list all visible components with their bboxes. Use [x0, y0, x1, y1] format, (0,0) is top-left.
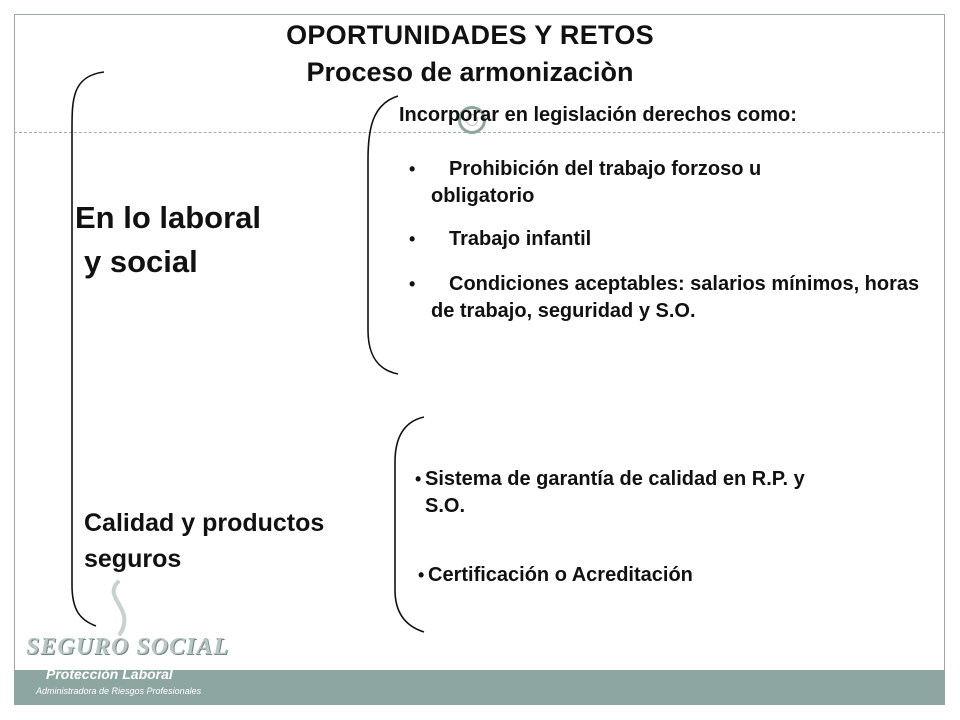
bullet-text: Trabajo infantil	[449, 228, 592, 250]
labor-intro: Incorporar en legislación derechos como:	[399, 104, 797, 126]
list-item	[415, 466, 835, 520]
slide-title: OPORTUNIDADES Y RETOS	[286, 20, 654, 50]
list-item	[409, 271, 929, 325]
logo-tagline: Protección Laboral	[46, 666, 173, 682]
list-item	[409, 226, 929, 253]
logo-subtext: Administradora de Riesgos Profesionales	[36, 686, 202, 696]
quality-bullet-list-1	[415, 466, 835, 520]
bullet-text: Certificación o Acreditación	[428, 564, 693, 586]
bullet-icon: •	[409, 274, 416, 294]
labor-bracket	[368, 96, 398, 374]
bullet-icon: •	[415, 469, 422, 489]
bullet-icon: •	[409, 159, 416, 179]
section-labor-line1: En lo laboral	[75, 200, 262, 235]
section-quality	[84, 505, 394, 577]
seguro-social-logo	[22, 578, 242, 702]
section-labor-line2: y social	[84, 244, 198, 279]
slide-subtitle: Proceso de armonizaciòn	[306, 57, 634, 87]
bullet-text: Prohibición del trabajo forzoso u obligatorio	[431, 158, 762, 207]
labor-bullet-list	[409, 156, 929, 341]
logo-swirl-icon	[96, 578, 156, 638]
quality-bracket	[395, 417, 424, 632]
bullet-text: Condiciones aceptables: salarios mínimos, horas de trabajo, seguridad y S.O.	[431, 273, 920, 322]
bullet-icon: •	[409, 229, 416, 249]
logo-name: SEGURO SOCIAL	[26, 634, 230, 660]
section-labor-social	[75, 196, 261, 284]
bullet-icon: •	[418, 565, 425, 585]
quality-bullet-list-2	[418, 562, 838, 589]
list-item	[409, 156, 929, 210]
section-quality-label: Calidad y productos seguros	[84, 509, 325, 573]
list-item	[418, 562, 838, 589]
bullet-text: Sistema de garantía de calidad en R.P. y S.O.	[425, 468, 805, 517]
